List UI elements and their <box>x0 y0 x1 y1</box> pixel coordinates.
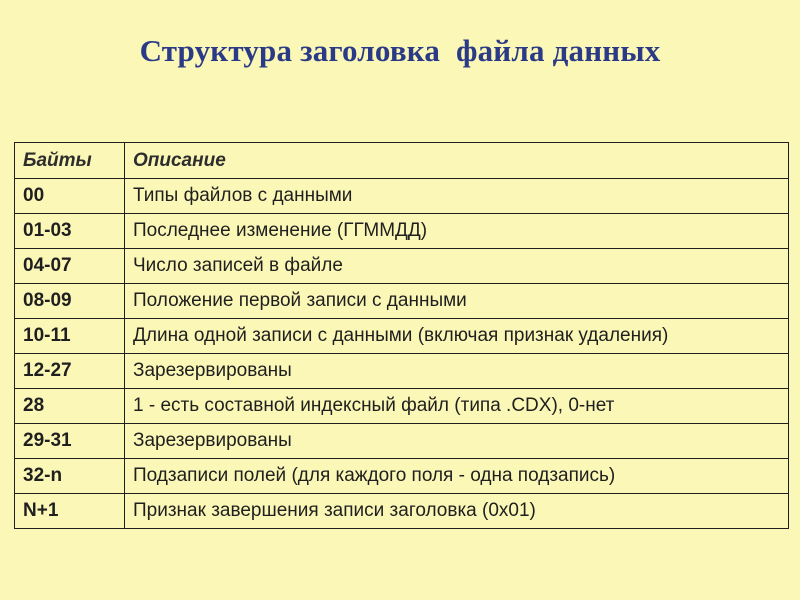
bytes-cell: 32-n <box>15 459 125 494</box>
bytes-cell: 29-31 <box>15 424 125 459</box>
table-row <box>15 389 789 424</box>
bytes-cell: N+1 <box>15 494 125 529</box>
table-row <box>15 249 789 284</box>
bytes-cell: 10-11 <box>15 319 125 354</box>
table-row <box>15 284 789 319</box>
column-header-description: Описание <box>125 143 789 179</box>
table-row <box>15 214 789 249</box>
description-cell: Типы файлов с данными <box>125 179 789 214</box>
table-row <box>15 459 789 494</box>
slide-title: Структура заголовка файла данных <box>139 33 661 68</box>
column-header-bytes: Байты <box>15 143 125 179</box>
bytes-cell: 01-03 <box>15 214 125 249</box>
table-row <box>15 424 789 459</box>
description-cell: Признак завершения записи заголовка (0x01) <box>125 494 789 529</box>
bytes-cell: 08-09 <box>15 284 125 319</box>
description-cell: Зарезервированы <box>125 354 789 389</box>
description-cell: Положение первой записи с данными <box>125 284 789 319</box>
table-row <box>15 354 789 389</box>
table-row <box>15 319 789 354</box>
table-header-row <box>15 143 789 179</box>
bytes-cell: 12-27 <box>15 354 125 389</box>
file-header-table <box>14 142 789 529</box>
table-head <box>15 143 789 179</box>
bytes-cell: 28 <box>15 389 125 424</box>
description-cell: Зарезервированы <box>125 424 789 459</box>
table-body <box>15 179 789 529</box>
table-row <box>15 494 789 529</box>
table-row <box>15 179 789 214</box>
bytes-cell: 00 <box>15 179 125 214</box>
description-cell: Последнее изменение (ГГММДД) <box>125 214 789 249</box>
description-cell: Длина одной записи с данными (включая признак удаления) <box>125 319 789 354</box>
description-cell: Подзаписи полей (для каждого поля - одна подзапись) <box>125 459 789 494</box>
bytes-cell: 04-07 <box>15 249 125 284</box>
description-cell: Число записей в файле <box>125 249 789 284</box>
description-cell: 1 - есть составной индексный файл (типа .CDX), 0-нет <box>125 389 789 424</box>
